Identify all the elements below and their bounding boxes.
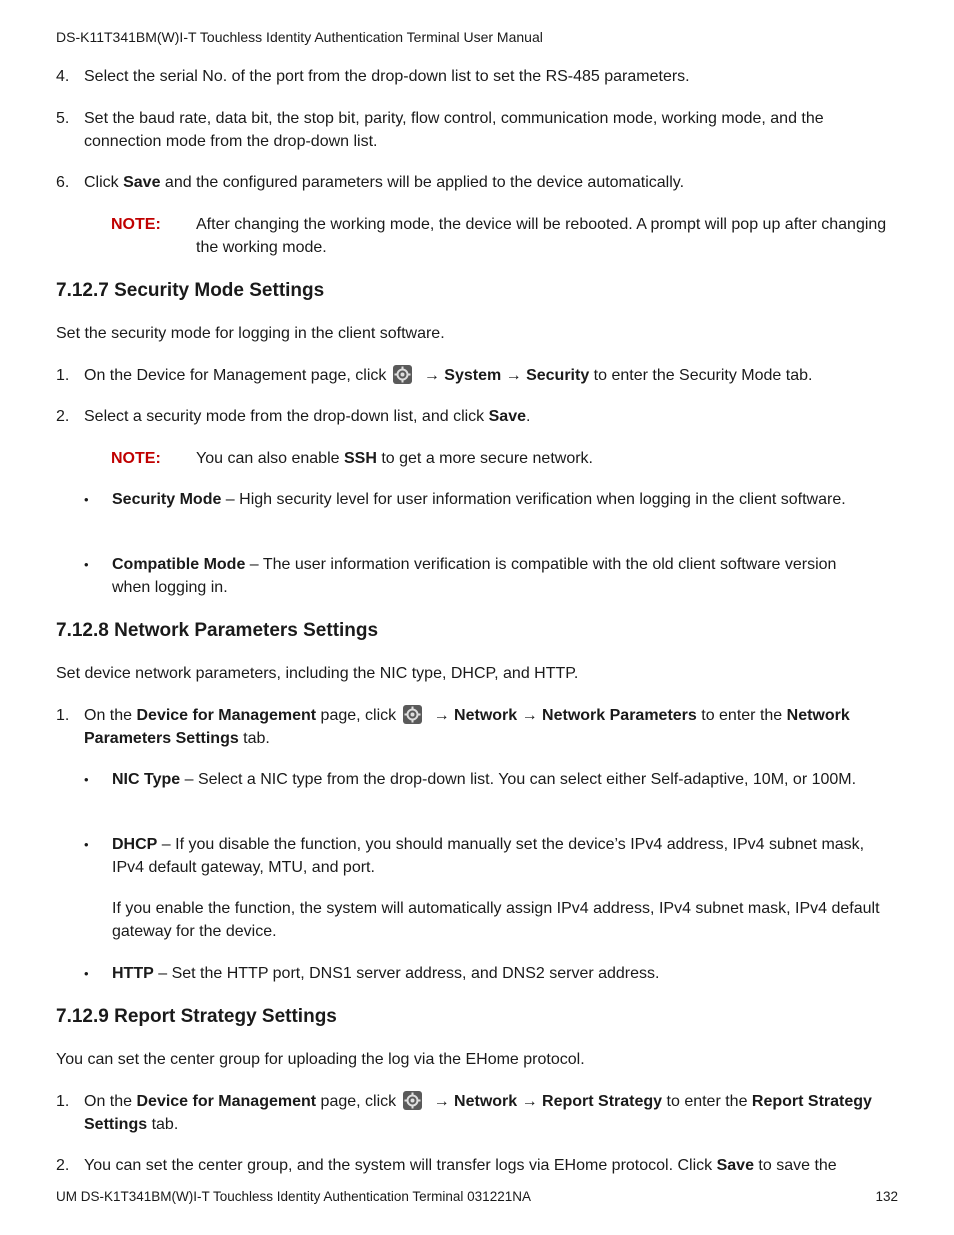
step-text: On the Device for Management page, click → System → Security to enter the Security Mode tab. (84, 367, 813, 384)
step-number: 1. (56, 707, 70, 724)
step-number: 5. (56, 110, 70, 127)
bullet-dot: • (84, 557, 89, 572)
step-text: You can set the center group, and the system will transfer logs via EHome protocol. Click Save to save the (84, 1157, 837, 1174)
step-text: Select a security mode from the drop-down list, and click Save. (84, 408, 531, 425)
bullet-text: HTTP – Set the HTTP port, DNS1 server address, and DNS2 server address. (112, 965, 660, 982)
bullet-nic-type (84, 768, 874, 791)
note-text: After changing the working mode, the device will be rebooted. A prompt will pop up after changing the working mode. (196, 216, 887, 256)
step-number: 2. (56, 408, 70, 425)
section-intro: Set the security mode for logging in the client software. (56, 325, 445, 342)
step-text: Set the baud rate, data bit, the stop bit, parity, flow control, communication mode, working mode, and the connection mode from the drop-down list. (84, 110, 824, 150)
bullet-text: DHCP – If you disable the function, you should manually set the device’s IPv4 address, IPv4 subnet mask, IPv4 default gateway, MTU, and port. (112, 836, 865, 876)
page-header: DS-K11T341BM(W)I-T Touchless Identity Authentication Terminal User Manual (56, 29, 543, 45)
dhcp-enable-paragraph: If you enable the function, the system will automatically assign IPv4 address, IPv4 subnet mask, IPv4 default gateway for the device. (112, 900, 880, 940)
note-label: NOTE: (111, 450, 161, 467)
page-footer: UM DS-K1T341BM(W)I-T Touchless Identity Authentication Terminal 031221NA (56, 1189, 531, 1204)
gear-icon (403, 705, 422, 724)
step-number: 1. (56, 367, 70, 384)
section-intro: Set device network parameters, including the NIC type, DHCP, and HTTP. (56, 665, 579, 682)
bullet-dot: • (84, 492, 89, 507)
gear-icon (403, 1091, 422, 1110)
gear-icon (393, 365, 412, 384)
section-heading-network: 7.12.8 Network Parameters Settings (56, 620, 379, 641)
step-1 (56, 704, 901, 750)
bullet-dhcp (84, 833, 874, 879)
step-1 (56, 1090, 901, 1136)
bullet-http (84, 962, 874, 985)
note-text: You can also enable SSH to get a more secure network. (196, 450, 593, 467)
step-4 (56, 65, 901, 88)
section-intro: You can set the center group for uploading the log via the EHome protocol. (56, 1051, 585, 1068)
step-text: On the Device for Management page, click → Network → Network Parameters to enter the Network Parameters Settings tab. (84, 707, 850, 747)
note-label: NOTE: (111, 216, 161, 233)
step-number: 4. (56, 68, 70, 85)
step-number: 2. (56, 1157, 70, 1174)
bullet-text: NIC Type – Select a NIC type from the drop-down list. You can select either Self-adaptive, 10M, or 100M. (112, 771, 857, 788)
bullet-compatible-mode (84, 553, 874, 599)
bullet-dot: • (84, 837, 89, 852)
bullet-text: Security Mode – High security level for user information verification when logging in the client software. (112, 491, 846, 508)
bullet-text: Compatible Mode – The user information verification is compatible with the old client software version when logging in. (112, 556, 837, 596)
step-text: Select the serial No. of the port from the drop-down list to set the RS-485 parameters. (84, 68, 690, 85)
section-heading-report: 7.12.9 Report Strategy Settings (56, 1006, 337, 1027)
step-2 (56, 405, 901, 428)
bullet-security-mode (84, 488, 874, 511)
step-text: Click Save and the configured parameters will be applied to the device automatically. (84, 174, 685, 191)
bullet-dot: • (84, 772, 89, 787)
step-6 (56, 171, 901, 194)
step-number: 1. (56, 1093, 70, 1110)
step-5 (56, 107, 901, 153)
note-working-mode (111, 213, 901, 259)
step-2 (56, 1154, 901, 1177)
step-text: On the Device for Management page, click → Network → Report Strategy to enter the Report Strategy Settings tab. (84, 1093, 872, 1133)
page-number: 132 (875, 1189, 898, 1204)
note-ssh (111, 447, 901, 470)
bullet-dot: • (84, 966, 89, 981)
step-1 (56, 364, 901, 387)
section-heading-security: 7.12.7 Security Mode Settings (56, 280, 325, 301)
step-number: 6. (56, 174, 70, 191)
